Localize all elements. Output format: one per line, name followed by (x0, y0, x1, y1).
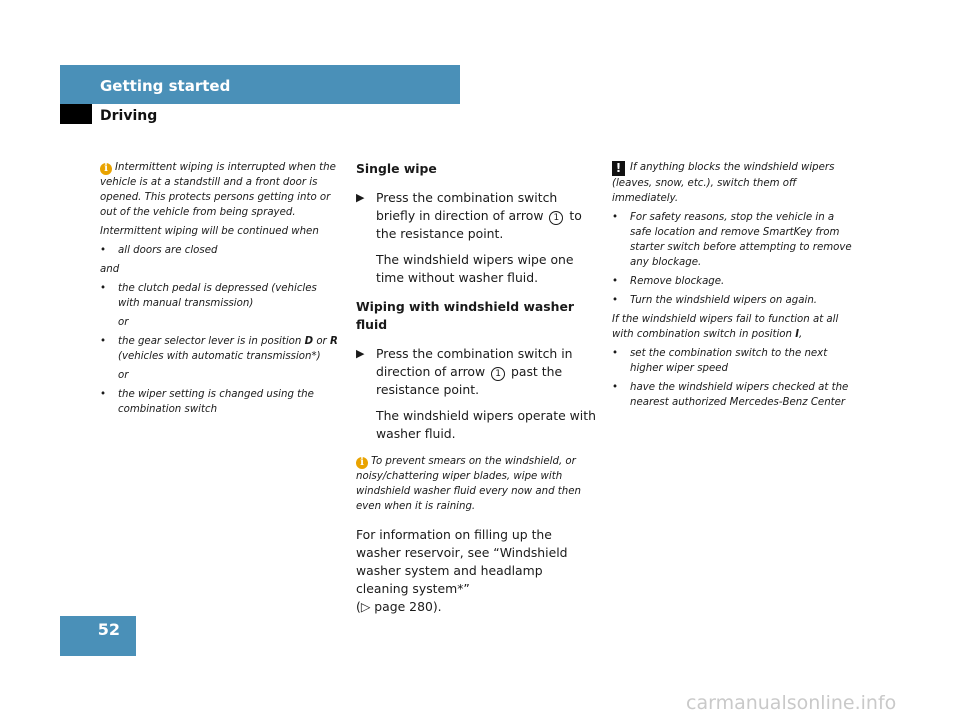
callout-number: 1 (549, 211, 563, 225)
warning-note: ! If anything blocks the windshield wipers (leaves, snow, etc.), switch them off immediately. • For safety reasons, stop the vehicle in a safe location and remove SmartKey from starter switch before attempting to remove any blockage. • Remove blockage. • Turn the windshield wipers on again. If the windshield wipers fail to function at all with combination switch in position I, • set the combination switch to the next higher wiper speed • have the windshield wipers checked at the nearest authorized Mercedes-Benz Center (612, 160, 854, 410)
bullet-dot: • (100, 389, 107, 400)
list-item: • all doors are closed (100, 245, 218, 256)
step-result: The windshield wipers wipe one time without washer fluid. (376, 252, 574, 285)
list-item: • For safety reasons, stop the vehicle in a safe location and remove SmartKey from starter switch before attempting to remove any blockage. (612, 212, 852, 268)
step-item: ▶ Press the combination switch in direction of arrow 1 past the resistance point. (356, 346, 573, 397)
connector-text: or (118, 317, 129, 328)
reference-text: For information on filling up the washer reservoir, see “Windshield washer system and headlamp cleaning system*” (▷ page 280). (356, 527, 568, 614)
watermark: carmanualsonline.info (686, 692, 897, 714)
arrow-right-icon: ▶ (356, 347, 365, 360)
list-item: • have the windshield wipers checked at the nearest authorized Mercedes-Benz Center (612, 382, 849, 408)
bullet-dot: • (100, 336, 107, 347)
bullet-dot: • (612, 382, 619, 393)
column-left (100, 160, 340, 421)
step-item: ▶ Press the combination switch briefly in direction of arrow 1 to the resistance point. (356, 190, 582, 241)
bullet-dot: • (612, 295, 619, 306)
info-note: i To prevent smears on the windshield, or noisy/chattering wiper blades, wipe with windshield washer fluid every now and then even when it is raining. (356, 456, 581, 512)
callout-number: 1 (491, 367, 505, 381)
page-reference-link[interactable]: (▷ page 280). (356, 599, 442, 614)
list-item: • the wiper setting is changed using the combination switch (100, 389, 314, 415)
bullet-dot: • (612, 276, 619, 287)
info-icon: i (356, 457, 368, 469)
section-title: Getting started (100, 77, 231, 95)
bullet-dot: • (612, 348, 619, 359)
warning-icon: ! (612, 161, 625, 176)
column-middle (356, 160, 596, 627)
list-item: • Remove blockage. (612, 276, 725, 287)
step-result: The windshield wipers operate with washer fluid. (376, 408, 596, 441)
bullet-dot: • (100, 245, 107, 256)
heading-single-wipe: Single wipe (356, 161, 437, 176)
info-note (100, 160, 340, 417)
bullet-dot: • (100, 283, 107, 294)
list-item: • the clutch pedal is depressed (vehicles with manual transmission) (100, 283, 317, 309)
note-text: If the windshield wipers fail to function at all with combination switch in position I, (612, 314, 839, 340)
list-item: • the gear selector lever is in position D or R (vehicles with automatic transmission*) (100, 336, 338, 362)
arrow-right-icon: ▶ (356, 191, 365, 204)
page-number: 52 (97, 620, 120, 639)
note-text: Intermittent wiping will be continued when (100, 226, 319, 237)
heading-washer: Wiping with windshield washer fluid (356, 299, 574, 332)
bullet-dot: • (612, 212, 619, 223)
subsection-title: Driving (100, 108, 158, 124)
list-item: • Turn the windshield wipers on again. (612, 295, 818, 306)
note-text: Intermittent wiping is interrupted when the vehicle is at a standstill and a front door is opened. This protects persons getting into or out of the vehicle from being sprayed. (100, 162, 336, 218)
header-marker (60, 104, 92, 124)
column-right (612, 160, 854, 414)
connector-text: and (100, 264, 120, 275)
list-item: • set the combination switch to the next higher wiper speed (612, 348, 828, 374)
connector-text: or (118, 370, 129, 381)
info-icon: i (100, 163, 112, 175)
